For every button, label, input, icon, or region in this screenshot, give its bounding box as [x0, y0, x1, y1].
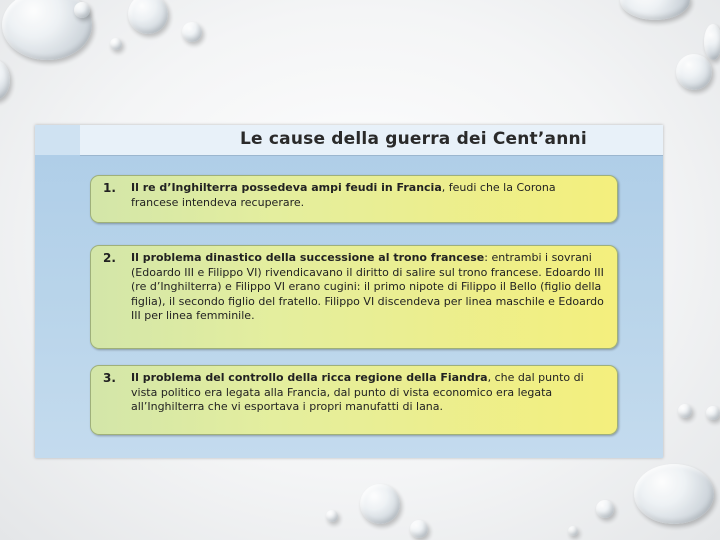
- water-drop-decoration: [74, 2, 90, 18]
- cause-heading: Il problema del controllo della ricca regione della Fiandra: [131, 371, 488, 384]
- water-drop-decoration: [326, 510, 338, 522]
- water-drop-decoration: [704, 24, 720, 60]
- water-drop-decoration: [360, 484, 400, 524]
- cause-text: : entrambi i sovrani (Edoardo III e Filippo VI) rivendicavano il diritto di salire sul trono francese. Edoardo III (re d’Inghilterra) e Filippo VI erano cugini: il primo nipote di Filippo il Bello (figlio della figlia), il secondo figlio del fratello. Filippo VI discendeva per linea maschile e Edoardo III per linea femminile.: [131, 251, 604, 322]
- title-bar: [80, 125, 663, 156]
- water-drop-decoration: [678, 404, 692, 418]
- cause-number: 1.: [103, 181, 116, 195]
- water-drop-decoration: [676, 54, 712, 90]
- water-drop-decoration: [706, 406, 720, 420]
- textbook-scan: [35, 125, 663, 458]
- cause-box-2: [90, 245, 618, 349]
- page-title: Le cause della guerra dei Cent’anni: [240, 129, 587, 149]
- cause-box-3: [90, 365, 618, 435]
- cause-text: , che dal punto di vista politico era legata alla Francia, dal punto di vista economico era legata all’Inghilterra che vi esportava i propri manufatti di lana.: [131, 371, 584, 413]
- water-drop-decoration: [568, 526, 578, 536]
- water-drop-decoration: [128, 0, 168, 34]
- water-drop-decoration: [596, 500, 614, 518]
- cause-number: 2.: [103, 251, 116, 265]
- water-drop-decoration: [182, 22, 202, 42]
- cause-box-1: [90, 175, 618, 223]
- water-drop-decoration: [634, 464, 714, 524]
- cause-heading: Il problema dinastico della successione al trono francese: [131, 251, 485, 264]
- water-drop-decoration: [110, 38, 122, 50]
- header-tab: [35, 125, 80, 155]
- water-drop-decoration: [0, 60, 10, 100]
- water-drop-decoration: [410, 520, 428, 538]
- cause-number: 3.: [103, 371, 116, 385]
- cause-heading: Il re d’Inghilterra possedeva ampi feudi in Francia: [131, 181, 442, 194]
- water-drop-decoration: [620, 0, 690, 20]
- cause-text: , feudi che la Corona francese intendeva recuperare.: [131, 181, 556, 209]
